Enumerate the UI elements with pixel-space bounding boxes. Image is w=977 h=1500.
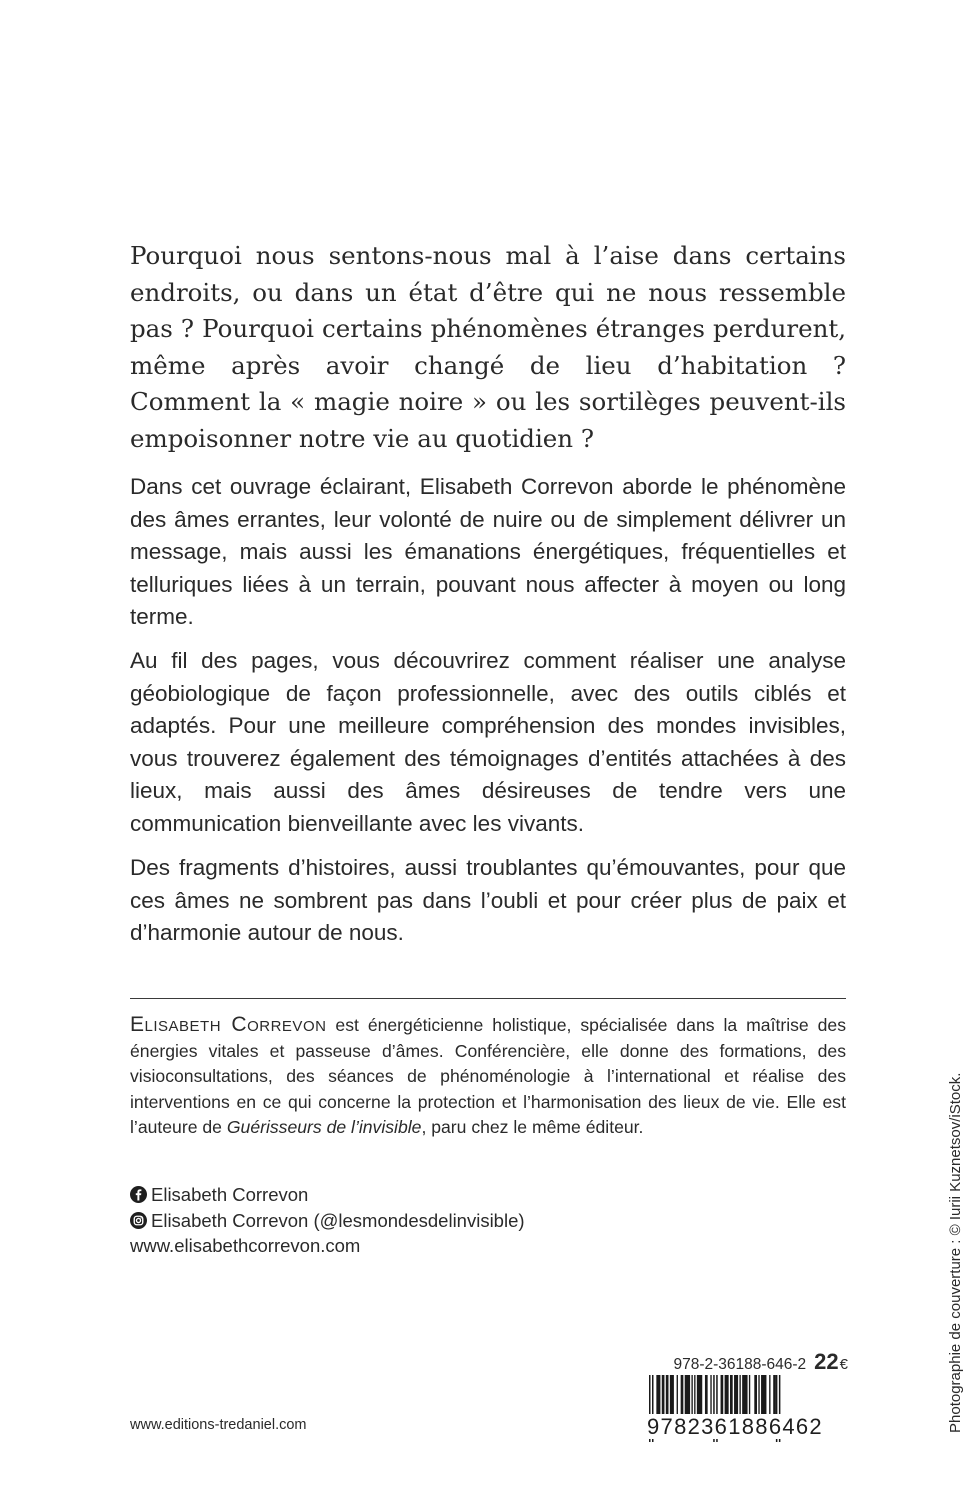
barcode-bar bbox=[734, 1375, 738, 1415]
barcode-bar bbox=[666, 1375, 669, 1415]
barcode-bar bbox=[730, 1375, 733, 1415]
author-links bbox=[130, 1182, 730, 1259]
barcode-bar bbox=[670, 1375, 674, 1415]
barcode-bar bbox=[725, 1375, 729, 1415]
description-paragraph-2: Au fil des pages, vous découvrirez comment réaliser une analyse géobiologique de façon professionnelle, avec des outils ciblés et adaptés. Pour une meilleure compréhension des mondes invisibles, vous trouverez également des témoignages d’entités attachées à des lieux, mais aussi des âmes désireuses de tendre vers une communication bienveillante avec les vivants. bbox=[130, 648, 846, 836]
bio-text-1: est énergéticienne holistique, spécialisée dans la maîtrise des énergies vitales et passeuse d’âmes. Conférencière, elle donne des formations, des visioconsultations, des séances de phénoménologie à l’international et réalise des interventions en ce qui concerne la protection et l’harmonisation des lieux de vie. Elle est l’auteure de bbox=[130, 1015, 847, 1138]
barcode-bar bbox=[769, 1375, 770, 1415]
facebook-icon bbox=[130, 1186, 147, 1203]
bio-text-2: , paru chez le même éditeur. bbox=[421, 1117, 644, 1138]
barcode-bar bbox=[662, 1375, 665, 1415]
price-amount: 22 bbox=[814, 1349, 839, 1374]
instagram-label: Elisabeth Correvon (@lesmondesdelinvisible) bbox=[151, 1209, 525, 1231]
barcode-bar bbox=[694, 1375, 695, 1415]
price-currency: € bbox=[839, 1356, 848, 1373]
author-website: www.elisabethcorrevon.com bbox=[130, 1235, 361, 1256]
barcode-bar bbox=[761, 1375, 766, 1415]
barcode-bar bbox=[705, 1375, 708, 1415]
facebook-label: Elisabeth Correvon bbox=[151, 1184, 309, 1205]
barcode-bar bbox=[721, 1375, 724, 1415]
barcode-bar bbox=[739, 1375, 740, 1415]
isbn-price bbox=[600, 1349, 848, 1375]
author-website-link[interactable] bbox=[130, 1233, 730, 1259]
barcode-bar bbox=[691, 1375, 692, 1415]
barcode-bar bbox=[758, 1375, 759, 1415]
barcode-bar bbox=[656, 1375, 660, 1415]
book-title: Guérisseurs de l’invisible bbox=[226, 1117, 422, 1138]
author-name: Elisabeth Correvon bbox=[130, 1013, 327, 1036]
author-bio bbox=[130, 1012, 846, 1141]
description-paragraph-3: Des fragments d’histoires, aussi troublantes qu’émouvantes, pour que ces âmes ne sombrent pas dans l’oubli et pour créer plus de paix et d’harmonie autour de nous. bbox=[130, 855, 846, 945]
facebook-link[interactable] bbox=[130, 1182, 730, 1208]
price bbox=[814, 1349, 848, 1375]
isbn: 978-2-36188-646-2 bbox=[673, 1356, 807, 1373]
barcode-bar bbox=[697, 1375, 702, 1415]
barcode-bar bbox=[677, 1375, 678, 1415]
publisher-website[interactable]: www.editions-tredaniel.com bbox=[130, 1417, 307, 1433]
barcode-digits bbox=[646, 1414, 846, 1440]
barcode-bar bbox=[685, 1375, 690, 1415]
barcode-bar bbox=[749, 1375, 750, 1415]
description-paragraph-1: Dans cet ouvrage éclairant, Elisabeth Correvon aborde le phénomène des âmes errantes, leur volonté de nuire ou de simplement délivrer un message, mais aussi les émanations énergétiques, fréquentielles et telluriques liées à un terrain, pouvant nous affecter à moyen ou long terme. bbox=[130, 474, 846, 629]
barcode-number: 9782361886462 bbox=[647, 1414, 823, 1439]
barcode-bar bbox=[710, 1375, 711, 1415]
intro-paragraph: Pourquoi nous sentons-nous mal à l’aise dans certains endroits, ou dans un état d’être qui ne nous ressemble pas ? Pourquoi certains phénomènes étranges perdurent, même après avoir changé de lieu d’habitation ? Comment la « magie noire » ou les sortilèges peuvent-ils empoisonner notre vie au quotidien ? bbox=[130, 241, 846, 453]
barcode-bar bbox=[754, 1375, 757, 1415]
photo-credit: Photographie de couverture : © Iurii Kuznetsov/iStock. bbox=[947, 1072, 964, 1433]
instagram-icon bbox=[130, 1212, 147, 1229]
barcode-bar bbox=[681, 1375, 684, 1415]
instagram-link[interactable] bbox=[130, 1208, 730, 1234]
section-divider bbox=[130, 998, 846, 999]
barcode-bar bbox=[773, 1375, 776, 1415]
barcode-bar bbox=[742, 1375, 747, 1415]
